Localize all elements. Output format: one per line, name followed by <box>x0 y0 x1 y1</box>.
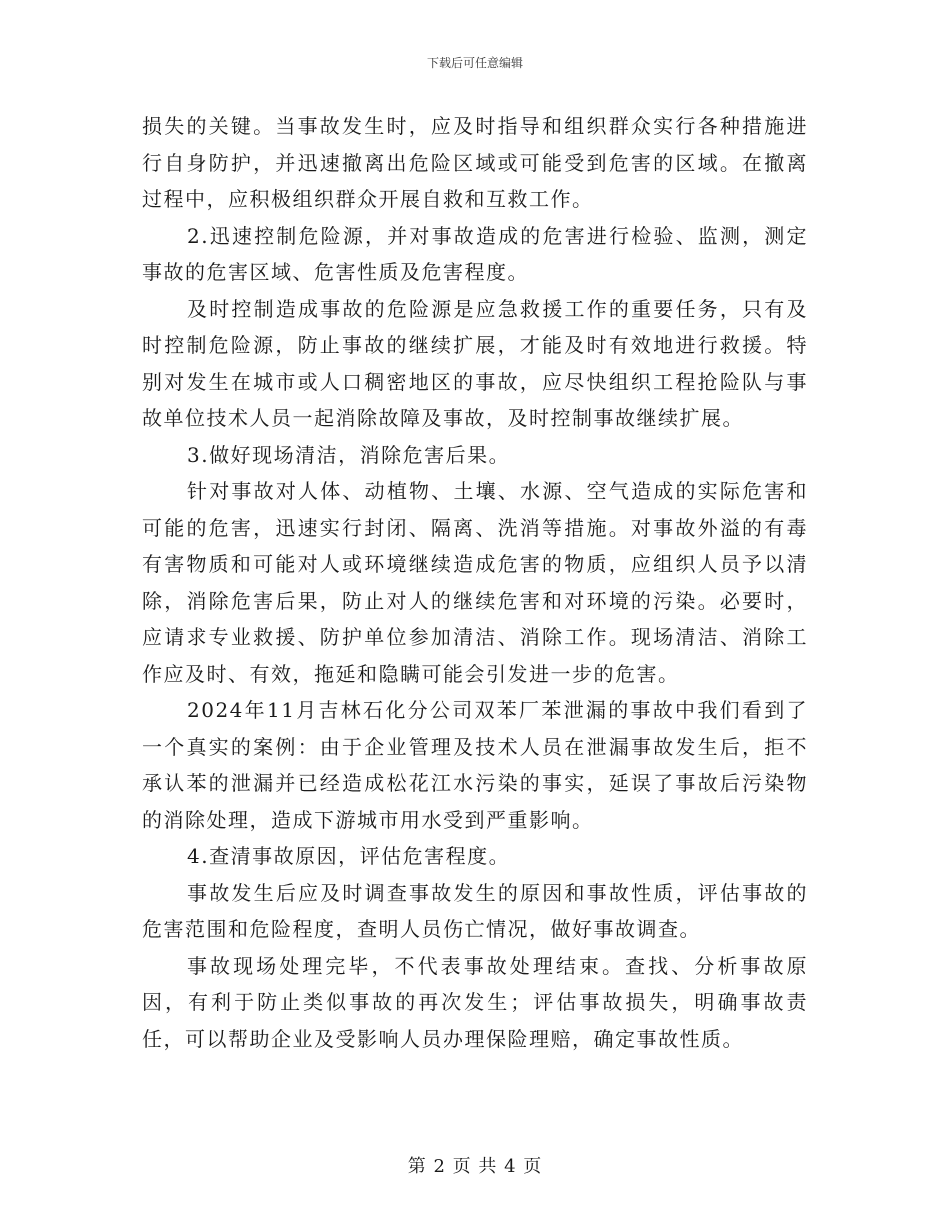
paragraph-4: 3.做好现场清洁，消除危害后果。 <box>187 442 511 467</box>
paragraph-3: 及时控制造成事故的危险源是应急救援工作的重要任务，只有及时控制危险源，防止事故的继续扩展，才能及时有效地进行救援。特别对发生在城市或人口稠密地区的事故，应尽快组织工程抢险队与事故单位技术人员一起消除故障及事故，及时控制事故继续扩展。 <box>142 296 808 430</box>
paragraph-5: 针对事故对人体、动植物、土壤、水源、空气造成的实际危害和可能的危害，迅速实行封闭、隔离、洗消等措施。对事故外溢的有毒有害物质和可能对人或环境继续造成危害的物质，应组织人员予以清除，消除危害后果，防止对人的继续危害和对环境的污染。必要时，应请求专业救援、防护单位参加清洁、消除工作。现场清洁、消除工作应及时、有效，拖延和隐瞒可能会引发进一步的危害。 <box>142 479 808 686</box>
paragraph-9: 事故现场处理完毕，不代表事故处理结束。查找、分析事故原因，有利于防止类似事故的再次发生；评估事故损失，明确事故责任，可以帮助企业及受影响人员办理保险理赔，确定事故性质。 <box>142 953 808 1051</box>
paragraph-6: 2024年11月吉林石化分公司双苯厂苯泄漏的事故中我们看到了一个真实的案例：由于企业管理及技术人员在泄漏事故发生后，拒不承认苯的泄漏并已经造成松花江水污染的事实，延误了事故后污染物的消除处理，造成下游城市用水受到严重影响。 <box>142 698 808 832</box>
page-header: 下载后可任意编辑 <box>426 56 523 70</box>
document-body <box>142 108 808 1057</box>
paragraph-7: 4.查清事故原因，评估危害程度。 <box>187 844 511 868</box>
paragraph-1: 损失的关键。当事故发生时，应及时指导和组织群众实行各种措施进行自身防护，并迅速撤离出危险区域或可能受到危害的区域。在撤离过程中，应积极组织群众开展自救和互救工作。 <box>142 114 808 211</box>
paragraph-8: 事故发生后应及时调查事故发生的原因和事故性质，评估事故的危害范围和危险程度，查明人员伤亡情况，做好事故调查。 <box>142 880 808 941</box>
paragraph-2: 2.迅速控制危险源，并对事故造成的危害进行检验、监测，测定事故的危害区域、危害性质及危害程度。 <box>142 223 808 284</box>
page-number-footer: 第 2 页 共 4 页 <box>407 1156 543 1177</box>
